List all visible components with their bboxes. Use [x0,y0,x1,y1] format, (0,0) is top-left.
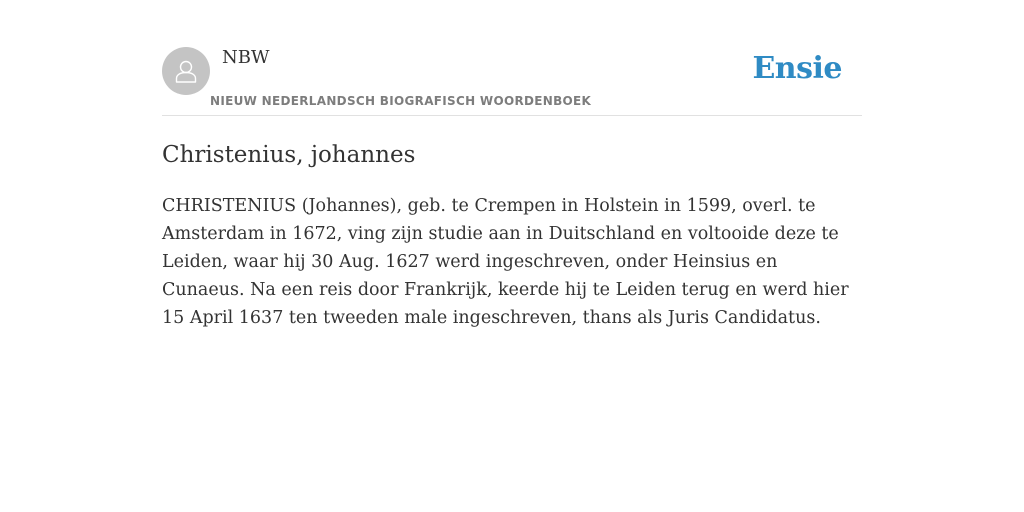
user-icon [172,57,200,85]
entry-text: CHRISTENIUS (Johannes), geb. te Crempen in Holstein in 1599, overl. te Amsterdam in 1672, ving zijn studie aan in Duitschland en voltooide deze te Leiden, waar hij 30 Aug. 1627 werd ingeschreven, onder Heinsius en Cunaeus. Na een reis door Frankrijk, keerde hij te Leiden terug en werd hier 15 April 1637 ten tweeden male ingeschreven, thans als Juris Candidatus. [162,196,849,328]
source-short-name[interactable]: NBW [222,47,270,68]
ensie-logo[interactable]: Ensie [752,51,842,86]
page-container [162,0,862,328]
entry-title: Christenius, johannes [162,142,416,168]
source-full-name: NIEUW NEDERLANDSCH BIOGRAFISCH WOORDENBOEK [210,94,592,108]
source-header [162,0,862,116]
source-avatar[interactable] [162,47,210,95]
